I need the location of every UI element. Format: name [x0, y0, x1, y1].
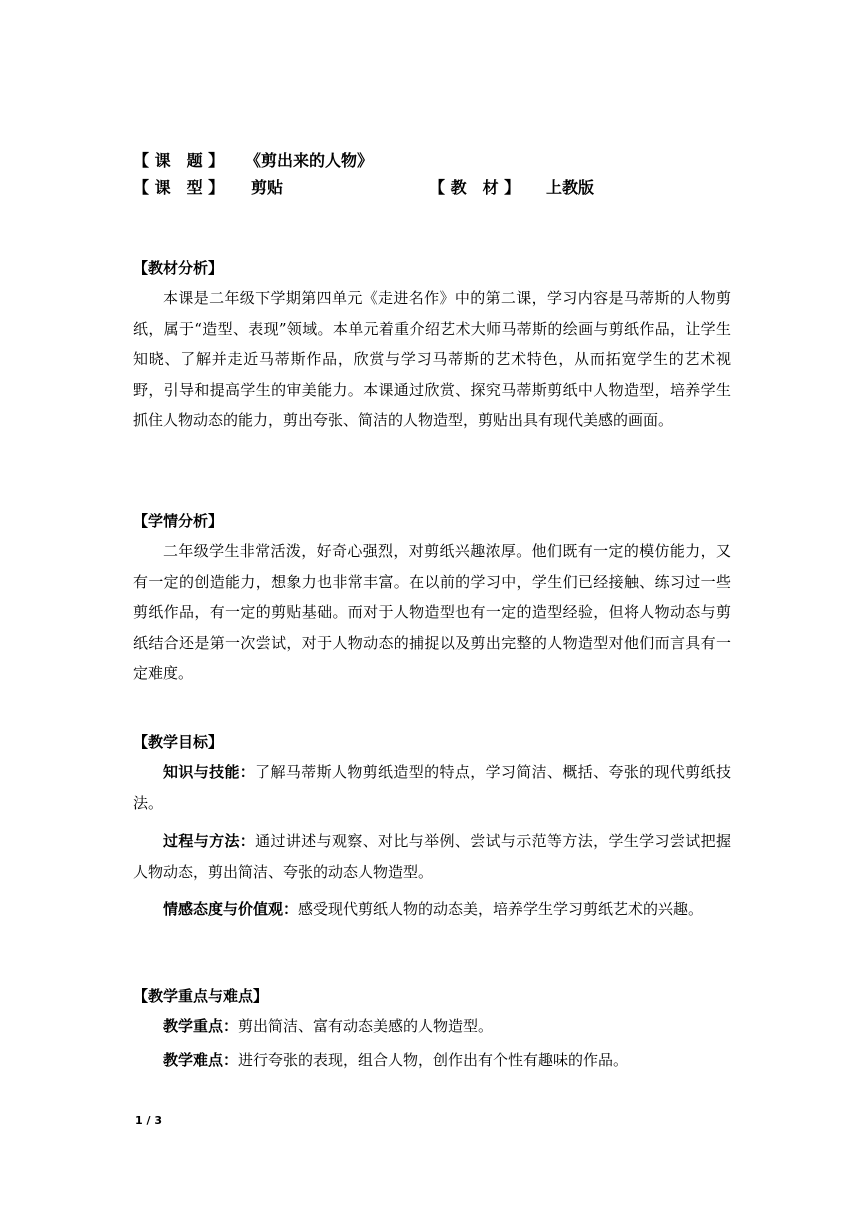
textbook-analysis-title: 【教材分析】 [133, 259, 224, 277]
textbook-analysis-body: 本课是二年级下学期第四单元《走进名作》中的第二课，学习内容是马蒂斯的人物剪纸，属于“造型、表现”领域。本单元着重介绍艺术大师马蒂斯的绘画与剪纸作品，让学生知晓、了解并走近马蒂斯作品，欣赏与学习马蒂斯的艺术特色，从而拓宽学生的艺术视野，引导和提高学生的审美能力。本课通过欣赏、探究马蒂斯剪纸中人物造型，培养学生抓住人物动态的能力，剪出夸张、简洁的人物造型，剪贴出具有现代美感的画面。 [133, 289, 731, 429]
objective-attitude [133, 894, 731, 925]
student-analysis-body: 二年级学生非常活泼，好奇心强烈，对剪纸兴趣浓厚。他们既有一定的模仿能力，又有一定的创造能力，想象力也非常丰富。在以前的学习中，学生们已经接触、练习过一些剪纸作品，有一定的剪贴基础。而对于人物造型也有一定的造型经验，但将人物动态与剪纸结合还是第一次尝试，对于人物动态的捕捉以及剪出完整的人物造型对他们而言具有一定难度。 [133, 542, 731, 682]
key-point-difficulty [133, 1045, 731, 1076]
objective-knowledge-text: 了解马蒂斯人物剪纸造型的特点，学习简洁、概括、夸张的现代剪纸技法。 [133, 763, 731, 812]
type-label: 【 课 型 】 [133, 178, 225, 197]
lesson-label: 【 课 题 】 [133, 151, 225, 170]
student-analysis-title: 【学情分析】 [133, 512, 224, 530]
objective-knowledge-label: 知识与技能： [163, 763, 256, 781]
key-point-focus [133, 1011, 731, 1042]
key-point-difficulty-text: 进行夸张的表现，组合人物，创作出有个性有趣味的作品。 [238, 1051, 629, 1069]
material-value: 上教版 [546, 178, 595, 197]
objective-process-text: 通过讲述与观察、对比与举例、尝试与示范等方法，学生学习尝试把握人物动态，剪出简洁、夸张的动态人物造型。 [133, 832, 731, 881]
lesson-title-row [133, 149, 733, 173]
objective-attitude-text: 感受现代剪纸人物的动态美，培养学生学习剪纸艺术的兴趣。 [298, 900, 704, 918]
objective-knowledge [133, 757, 731, 818]
lesson-type-row [133, 176, 733, 200]
key-points-title: 【教学重点与难点】 [133, 987, 269, 1005]
type-value: 剪贴 [251, 178, 284, 197]
key-point-focus-label: 教学重点： [163, 1017, 239, 1035]
lesson-title: 《剪出来的人物》 [245, 151, 374, 170]
page-number: 1 / 3 [135, 1114, 162, 1127]
objective-process-label: 过程与方法： [163, 832, 256, 850]
objective-attitude-label: 情感态度与价值观： [163, 900, 299, 918]
objectives-title: 【教学目标】 [133, 733, 224, 751]
material-label: 【 教 材 】 [429, 178, 521, 197]
key-point-focus-text: 剪出简洁、富有动态美感的人物造型。 [238, 1017, 494, 1035]
key-point-difficulty-label: 教学难点： [163, 1051, 239, 1069]
objective-process [133, 826, 731, 887]
